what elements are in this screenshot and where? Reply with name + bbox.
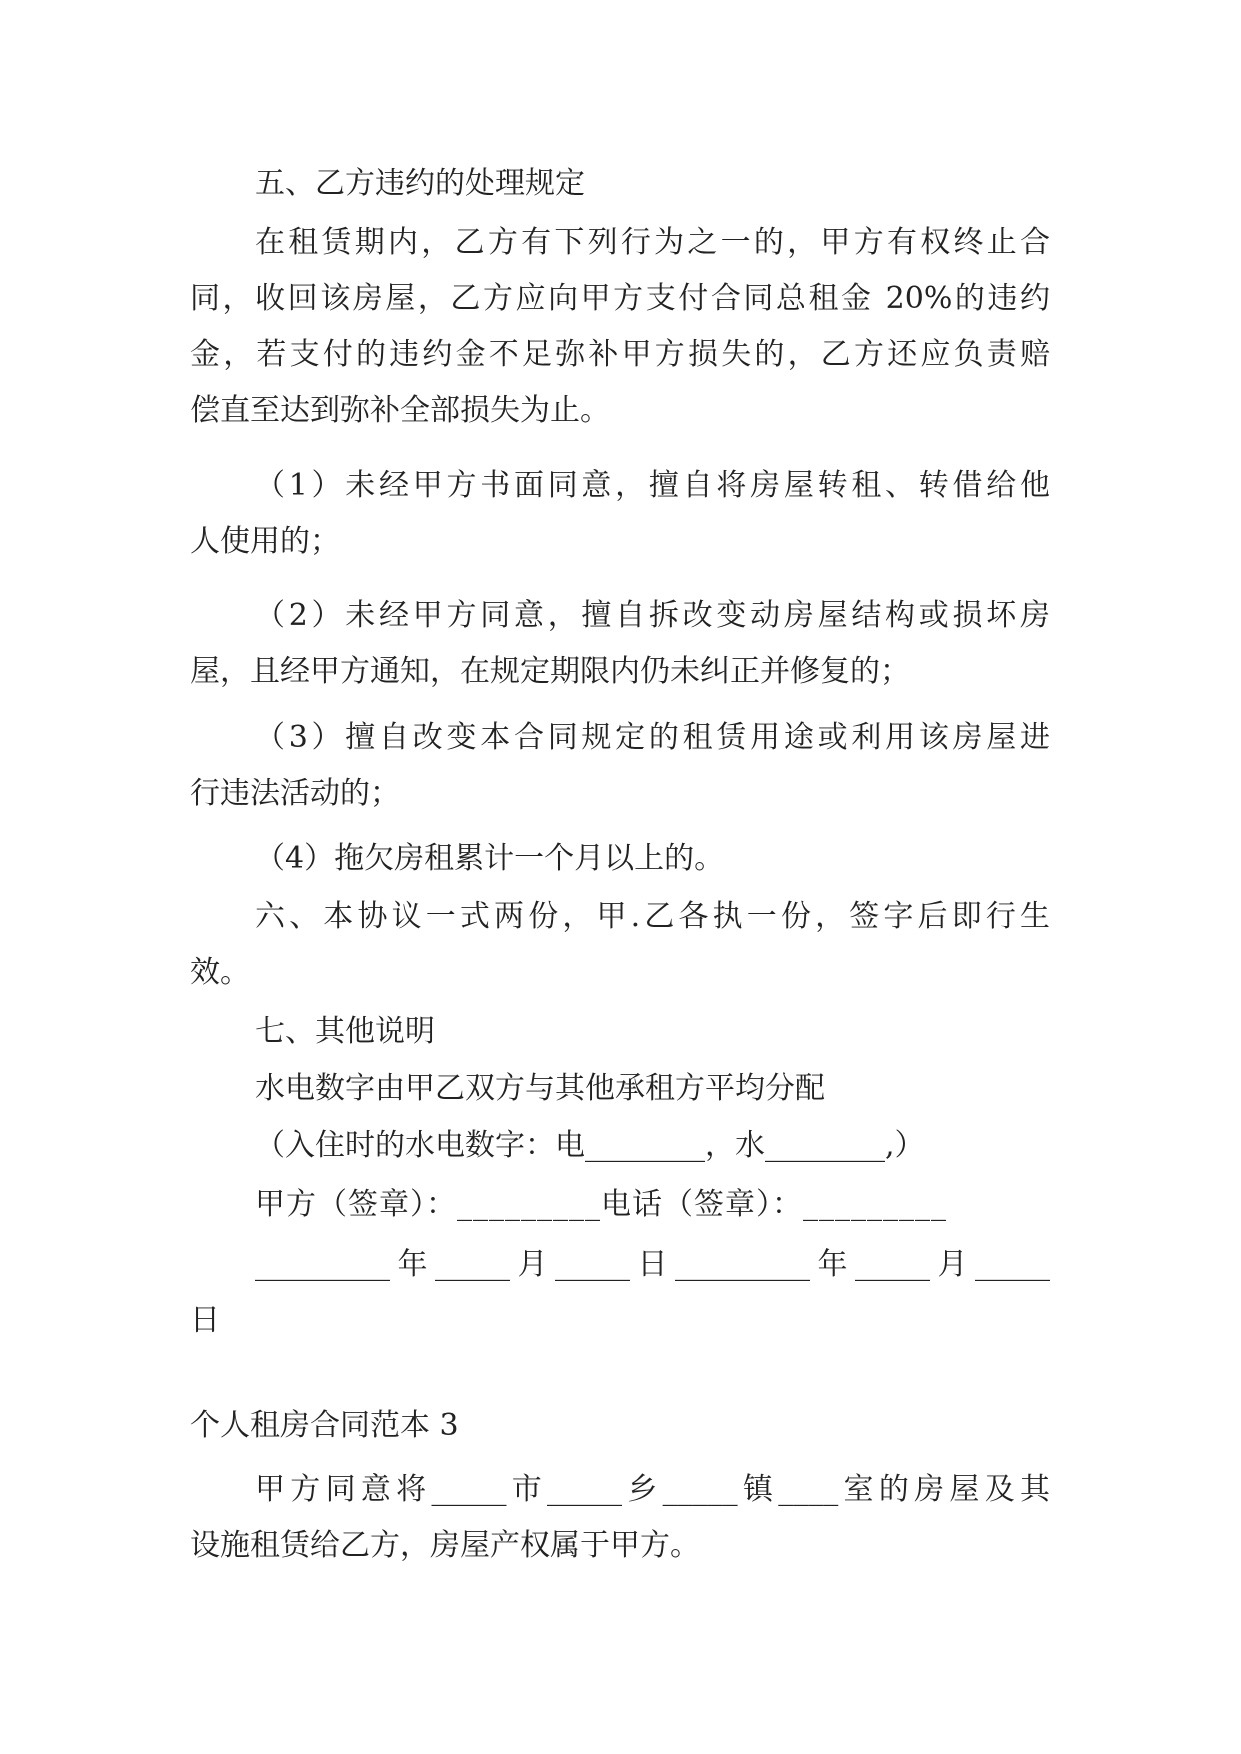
utility-reading-line: （入住时的水电数字：电________，水________,） <box>255 1128 925 1163</box>
list-item-4: （4）拖欠房租累计一个月以上的。 <box>255 841 725 876</box>
list-item-1: （1）未经甲方书面同意，擅自将房屋转租、转借给他 <box>255 468 1050 503</box>
contract-title: 个人租房合同范本 3 <box>190 1408 459 1443</box>
section-heading-6: 六、本协议一式两份，甲.乙各执一份，签字后即行生 <box>255 899 1050 934</box>
paragraph-line: 偿直至达到弥补全部损失为止。 <box>190 393 610 428</box>
date-line: _________年_____月_____日_________年_____月_____ <box>255 1247 1050 1282</box>
paragraph-line: 同，收回该房屋，乙方应向甲方支付合同总租金 20%的违约 <box>190 281 1050 316</box>
section-heading-5: 五、乙方违约的处理规定 <box>255 166 585 201</box>
signature-line: 甲方（签章）：_________电话（签章）：_________ <box>255 1187 947 1222</box>
paragraph-line: 在租赁期内，乙方有下列行为之一的，甲方有权终止合 <box>255 225 1050 260</box>
paragraph-line: 金，若支付的违约金不足弥补甲方损失的，乙方还应负责赔 <box>190 337 1050 372</box>
date-line-cont: 日 <box>190 1303 220 1338</box>
paragraph-line: 效。 <box>190 955 250 990</box>
paragraph-line: 甲方同意将_____市_____乡_____镇____室的房屋及其 <box>255 1472 1050 1507</box>
list-item-1-cont: 人使用的； <box>190 524 340 559</box>
paragraph-line: 水电数字由甲乙双方与其他承租方平均分配 <box>255 1071 825 1106</box>
list-item-3: （3）擅自改变本合同规定的租赁用途或利用该房屋进 <box>255 720 1050 755</box>
paragraph-line: 设施租赁给乙方，房屋产权属于甲方。 <box>190 1528 700 1563</box>
section-heading-7: 七、其他说明 <box>255 1014 435 1049</box>
list-item-2-cont: 屋，且经甲方通知，在规定期限内仍未纠正并修复的； <box>190 654 910 689</box>
list-item-3-cont: 行违法活动的； <box>190 776 400 811</box>
list-item-2: （2）未经甲方同意，擅自拆改变动房屋结构或损坏房 <box>255 598 1050 633</box>
